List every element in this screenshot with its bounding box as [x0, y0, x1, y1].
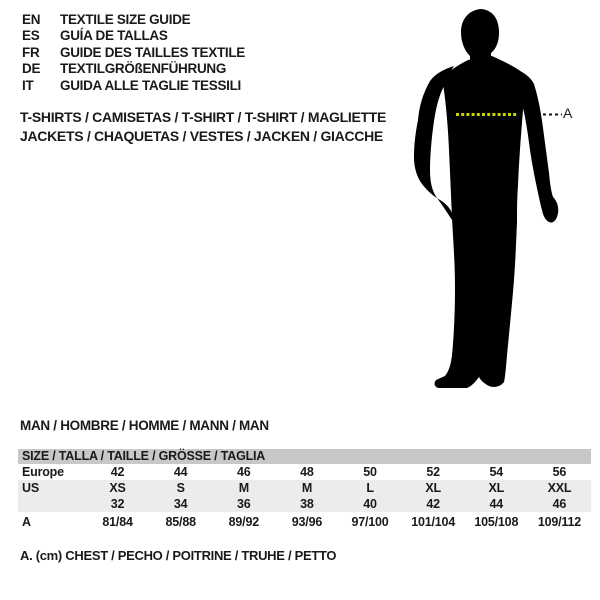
category-headings [20, 108, 386, 145]
table-cell: 44 [173, 465, 188, 479]
silhouette-torso-legs [435, 56, 528, 388]
table-row-europe [18, 464, 591, 480]
man-silhouette-svg [390, 0, 600, 410]
language-row-fr [22, 44, 245, 61]
table-cell: 46 [552, 497, 567, 511]
table-cell: S [176, 481, 185, 495]
language-row-es [22, 28, 245, 45]
table-cell: 105/108 [474, 515, 519, 529]
category-line-tshirts: T-SHIRTS / CAMISETAS / T-SHIRT / T-SHIRT / MAGLIETTE [20, 109, 387, 125]
table-cell: M [238, 481, 249, 495]
table-cell: 109/112 [537, 515, 581, 529]
table-cell: 40 [363, 497, 377, 511]
row-label: US [22, 481, 39, 495]
language-code: EN [22, 11, 41, 27]
row-label [18, 496, 86, 512]
size-table-header: SIZE / TALLA / TAILLE / GRÖSSE / TAGLIA [18, 449, 591, 464]
language-row-it [22, 77, 245, 94]
table-cell: 89/92 [228, 515, 259, 529]
silhouette-head [461, 9, 499, 63]
table-row-us [18, 480, 591, 496]
language-label: GUIDE DES TAILLES TEXTILE [60, 44, 246, 60]
measurement-note: A. (cm) CHEST / PECHO / POITRINE / TRUHE / PETTO [20, 548, 337, 563]
language-code: DE [22, 61, 41, 77]
table-cell: 52 [426, 465, 440, 479]
table-cell: M [301, 481, 313, 495]
table-row-chest-cm [18, 512, 591, 535]
table-cell: XL [488, 481, 505, 495]
language-code: ES [22, 28, 40, 44]
language-code: FR [22, 44, 40, 60]
language-label: GUIDA ALLE TAGLIE TESSILI [60, 77, 241, 93]
language-row-en [22, 11, 245, 28]
category-line-jackets: JACKETS / CHAQUETAS / VESTES / JACKEN / GIACCHE [20, 127, 383, 144]
table-cell: XL [425, 481, 441, 495]
table-cell: 93/96 [291, 515, 323, 529]
language-code: IT [22, 77, 34, 93]
table-cell: 38 [300, 497, 314, 511]
table-cell: 34 [173, 497, 188, 511]
table-cell: 44 [489, 497, 504, 511]
table-cell: 48 [300, 465, 314, 479]
table-cell: 97/100 [351, 515, 389, 529]
table-cell: 42 [426, 497, 440, 511]
size-table [18, 449, 591, 535]
table-cell: 42 [110, 465, 125, 479]
table-cell: 81/84 [102, 515, 133, 529]
language-label: TEXTILGRÖßENFÜHRUNG [60, 61, 227, 77]
table-cell: 56 [552, 465, 567, 479]
table-cell: XXL [547, 481, 572, 495]
table-cell: L [366, 481, 374, 495]
table-cell: 36 [237, 497, 251, 511]
language-label: TEXTILE SIZE GUIDE [60, 11, 191, 27]
table-cell: 101/104 [411, 515, 456, 529]
row-label: A [22, 515, 31, 529]
measure-label: A [563, 105, 573, 121]
row-label: Europe [22, 465, 64, 479]
table-row-numeric [18, 496, 591, 512]
table-cell: 32 [110, 497, 125, 511]
table-cell: 54 [489, 465, 504, 479]
table-cell: 46 [237, 465, 251, 479]
table-cell: 85/88 [165, 515, 196, 529]
table-cell: 50 [363, 465, 377, 479]
man-silhouette-figure [390, 0, 600, 410]
section-heading-man: MAN / HOMBRE / HOMME / MANN / MAN [20, 418, 269, 433]
language-list [22, 11, 245, 94]
language-label: GUÍA DE TALLAS [60, 28, 168, 44]
language-row-de [22, 61, 245, 78]
table-cell: XS [109, 481, 126, 495]
